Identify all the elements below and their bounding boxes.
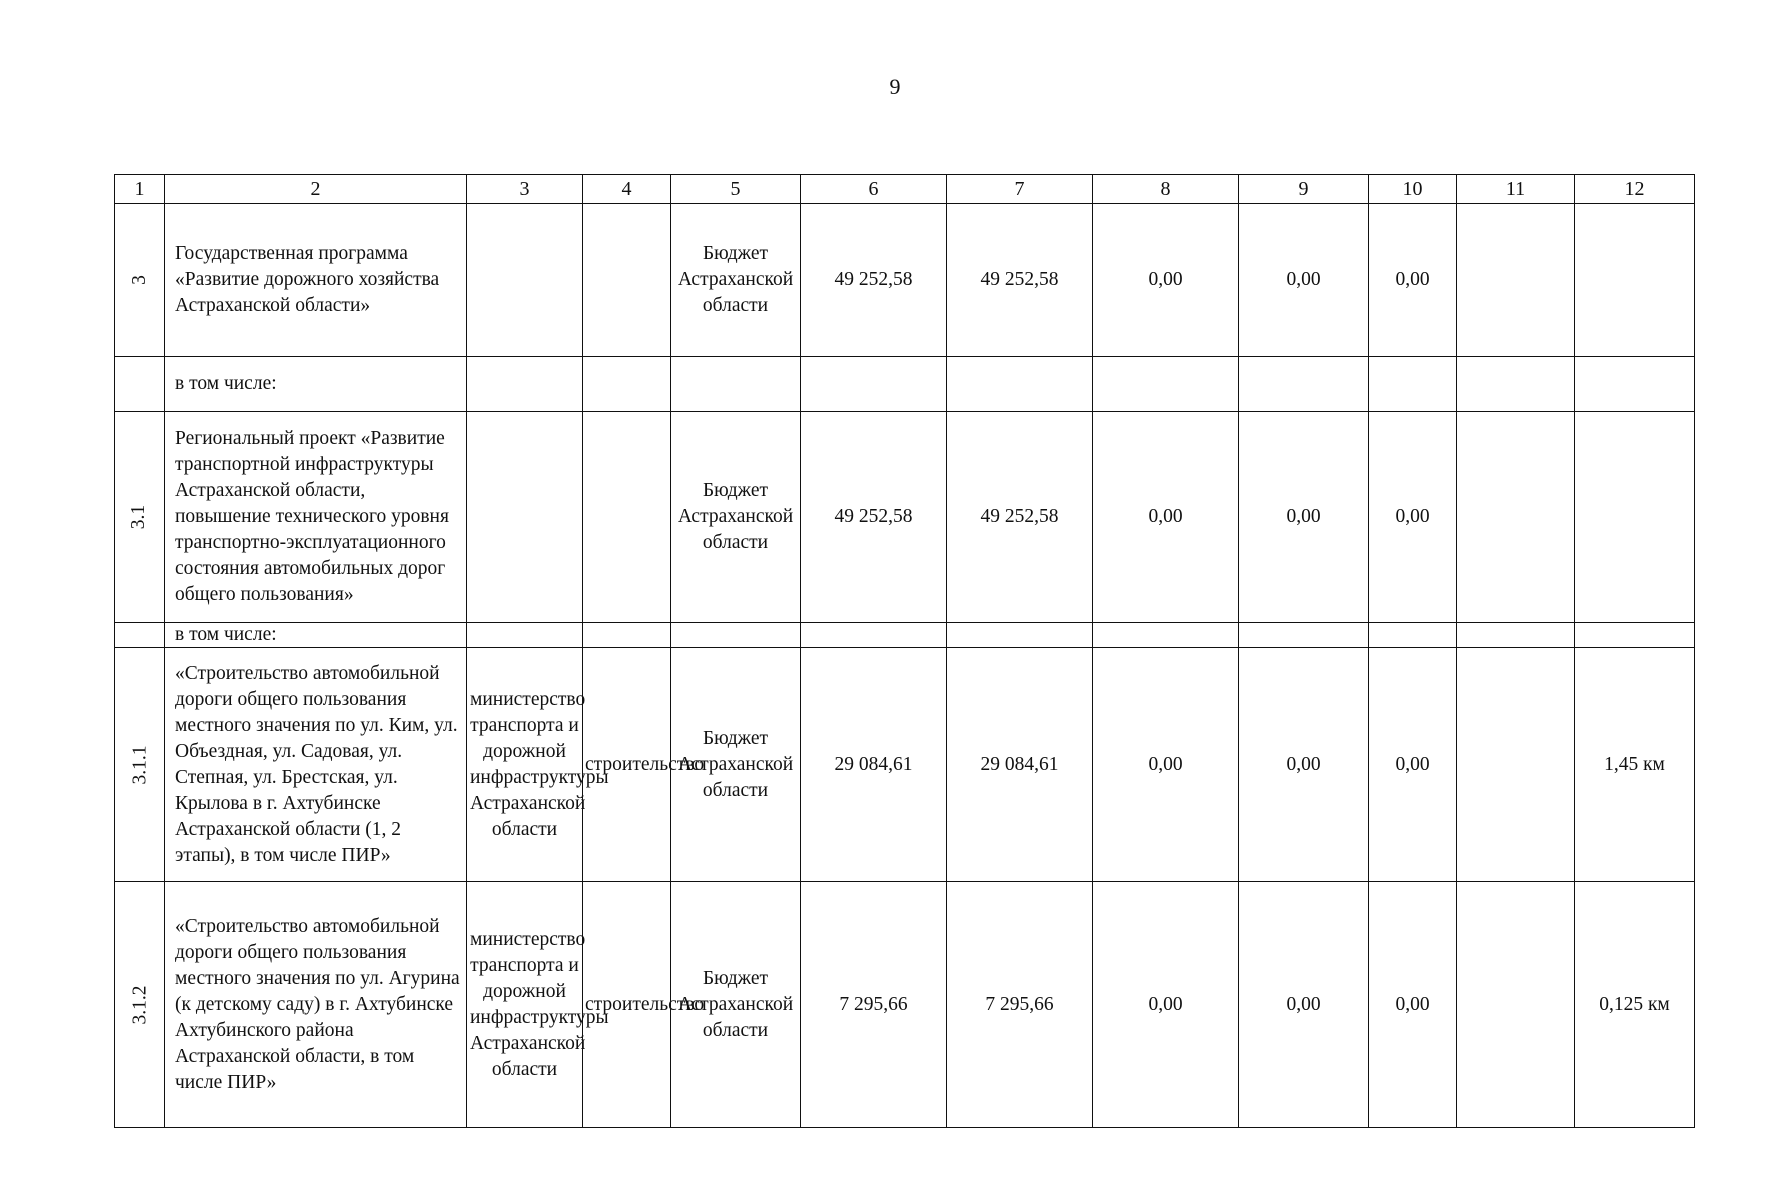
row-work-type — [583, 412, 671, 623]
row-col8: 0,00 — [1093, 204, 1239, 357]
row-col6: 29 084,61 — [801, 648, 947, 882]
row-source: Бюджет Астраханской области — [671, 204, 801, 357]
row-code-cell — [115, 412, 165, 623]
subheader-row — [115, 357, 1695, 412]
row-col11 — [1457, 882, 1575, 1128]
row-col7: 7 295,66 — [947, 882, 1093, 1128]
subheader-label: в том числе: — [165, 357, 467, 412]
row-executor — [467, 204, 583, 357]
table-row — [115, 204, 1695, 357]
page-number: 9 — [889, 74, 901, 99]
row-col12: 1,45 км — [1575, 648, 1695, 882]
subheader-row — [115, 623, 1695, 648]
row-code-cell — [115, 648, 165, 882]
row-col6: 49 252,58 — [801, 412, 947, 623]
row-col12 — [1575, 204, 1695, 357]
row-col10: 0,00 — [1369, 882, 1457, 1128]
row-col8: 0,00 — [1093, 648, 1239, 882]
column-number: 2 — [165, 175, 467, 204]
table-row — [115, 882, 1695, 1128]
column-number: 5 — [671, 175, 801, 204]
column-number: 7 — [947, 175, 1093, 204]
row-col9: 0,00 — [1239, 204, 1369, 357]
row-name: «Строительство автомобильной дороги общего пользования местного значения по ул. Агурина (к детскому саду) в г. Ахтубинске Ахтубинского района Астраханской области, в том числе ПИР» — [165, 882, 467, 1128]
row-col6: 49 252,58 — [801, 204, 947, 357]
row-col8: 0,00 — [1093, 412, 1239, 623]
row-executor: министерство транспорта и дорожной инфраструктуры Астраханской области — [467, 882, 583, 1128]
column-number: 12 — [1575, 175, 1695, 204]
row-col11 — [1457, 204, 1575, 357]
column-number: 8 — [1093, 175, 1239, 204]
row-source: Бюджет Астраханской области — [671, 648, 801, 882]
column-number: 6 — [801, 175, 947, 204]
row-source: Бюджет Астраханской области — [671, 412, 801, 623]
row-col9: 0,00 — [1239, 412, 1369, 623]
row-code-cell — [115, 882, 165, 1128]
row-name: Региональный проект «Развитие транспортной инфраструктуры Астраханской области, повышение технического уровня транспортно-эксплуатационного состояния автомобильных дорог общего пользования» — [165, 412, 467, 623]
row-col6: 7 295,66 — [801, 882, 947, 1128]
column-number: 4 — [583, 175, 671, 204]
row-col12: 0,125 км — [1575, 882, 1695, 1128]
row-col7: 49 252,58 — [947, 204, 1093, 357]
row-code: 3 — [128, 275, 150, 285]
row-col10: 0,00 — [1369, 412, 1457, 623]
subheader-label: в том числе: — [165, 623, 467, 648]
column-number: 11 — [1457, 175, 1575, 204]
row-work-type — [583, 204, 671, 357]
row-code-cell — [115, 204, 165, 357]
row-col8: 0,00 — [1093, 882, 1239, 1128]
budget-table — [114, 174, 1695, 1128]
row-name: «Строительство автомобильной дороги общего пользования местного значения по ул. Ким, ул. Объездная, ул. Садовая, ул. Степная, ул. Брестская, ул. Крылова в г. Ахтубинске Астраханской области (1, 2 этапы), в том числе ПИР» — [165, 648, 467, 882]
row-col7: 49 252,58 — [947, 412, 1093, 623]
row-col12 — [1575, 412, 1695, 623]
column-number: 10 — [1369, 175, 1457, 204]
row-code: 3.1 — [128, 504, 150, 530]
table-row — [115, 412, 1695, 623]
row-col9: 0,00 — [1239, 882, 1369, 1128]
row-code: 3.1.2 — [129, 985, 151, 1024]
column-number-row — [115, 175, 1695, 204]
column-number: 3 — [467, 175, 583, 204]
row-executor: министерство транспорта и дорожной инфраструктуры Астраханской области — [467, 648, 583, 882]
row-col10: 0,00 — [1369, 204, 1457, 357]
row-code: 3.1.1 — [129, 745, 151, 784]
row-col11 — [1457, 412, 1575, 623]
row-col11 — [1457, 648, 1575, 882]
column-number: 1 — [115, 175, 165, 204]
row-name: Государственная программа «Развитие дорожного хозяйства Астраханской области» — [165, 204, 467, 357]
table-row — [115, 648, 1695, 882]
row-executor — [467, 412, 583, 623]
row-col9: 0,00 — [1239, 648, 1369, 882]
row-col7: 29 084,61 — [947, 648, 1093, 882]
row-source: Бюджет Астраханской области — [671, 882, 801, 1128]
row-work-type: строительство — [583, 648, 671, 882]
row-work-type: строительство — [583, 882, 671, 1128]
column-number: 9 — [1239, 175, 1369, 204]
row-col10: 0,00 — [1369, 648, 1457, 882]
